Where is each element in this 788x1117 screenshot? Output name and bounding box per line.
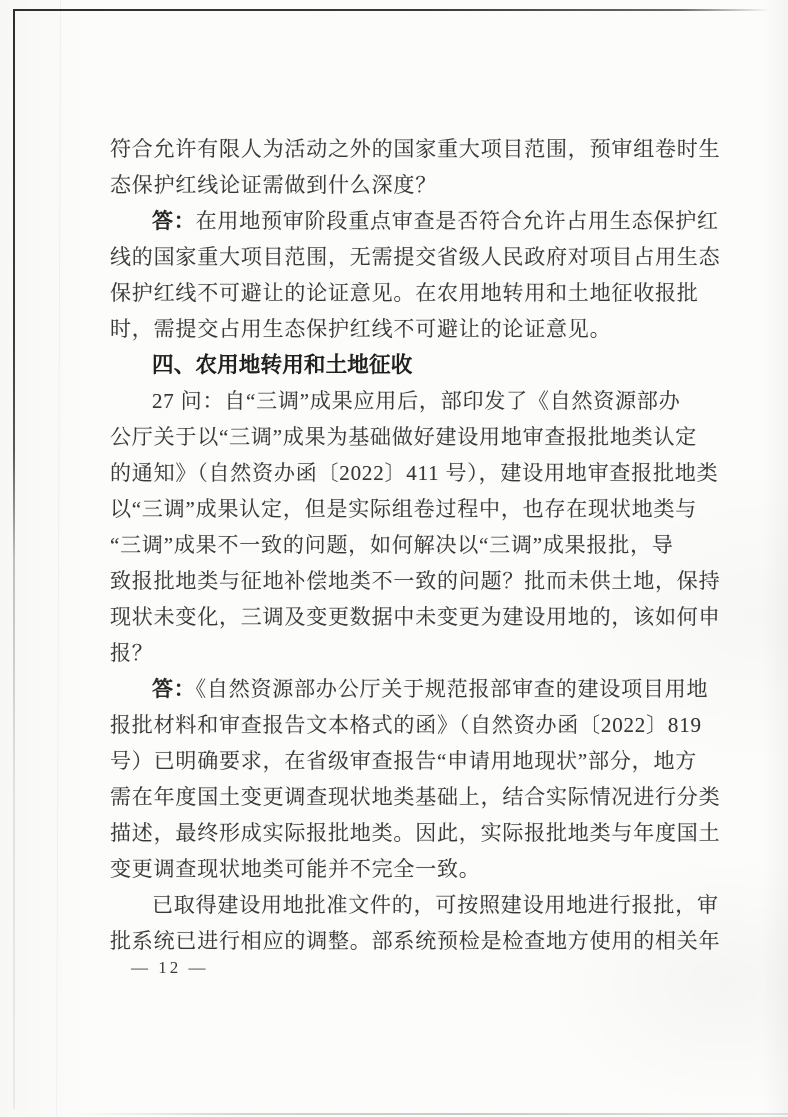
line-text: 已取得建设用地批准文件的，可按照建设用地进行报批，审 xyxy=(152,893,719,917)
scan-edge-top-line xyxy=(13,9,770,11)
line-text: 描述，最终形成实际报批地类。因此，实际报批地类与年度国土 xyxy=(110,821,721,845)
text-line xyxy=(110,563,721,599)
text-line xyxy=(110,779,721,815)
text-line xyxy=(110,239,721,275)
answer-lead-label: 答： xyxy=(152,677,196,701)
text-line xyxy=(110,383,710,419)
line-text: 致报批地类与征地补偿地类不一致的问题？批而未供土地，保持 xyxy=(110,569,721,593)
line-text: 保护红线不可避让的论证意见。在农用地转用和土地征收报批 xyxy=(110,281,699,305)
text-line xyxy=(110,743,710,779)
text-line xyxy=(110,635,710,671)
line-text: 以“三调”成果认定，但是实际组卷过程中，也存在现状地类与 xyxy=(110,497,698,521)
text-line xyxy=(110,491,710,527)
line-text: 变更调查现状地类可能并不完全一致。 xyxy=(110,857,481,881)
answer-lead-label: 答： xyxy=(152,209,196,233)
text-line xyxy=(110,815,721,851)
line-text: 符合允许有限人为活动之外的国家重大项目范围，预审组卷时生 xyxy=(110,137,721,161)
text-line xyxy=(110,311,710,347)
text-line xyxy=(110,419,710,455)
paper-fold-line xyxy=(56,0,61,1117)
line-text: 的通知》（自然资办函〔2022〕411 号），建设用地审查报批地类 xyxy=(110,461,719,485)
page-number: — 12 — xyxy=(131,958,209,977)
text-line xyxy=(110,527,710,563)
line-text: 现状未变化，三调及变更数据中未变更为建设用地的，该如何申 xyxy=(110,605,721,629)
line-text: 需在年度国土变更调查现状地类基础上，结合实际情况进行分类 xyxy=(110,785,721,809)
text-line xyxy=(110,599,721,635)
text-line xyxy=(110,131,721,167)
text-line xyxy=(110,887,719,923)
text-line xyxy=(110,671,710,707)
line-text: 27 问：自“三调”成果应用后，部印发了《自然资源部办 xyxy=(152,389,681,413)
text-line xyxy=(110,455,719,491)
line-text: 线的国家重大项目范围，无需提交省级人民政府对项目占用生态 xyxy=(110,245,721,269)
text-line xyxy=(110,707,710,743)
text-line xyxy=(110,851,710,887)
line-text: 批系统已进行相应的调整。部系统预检是检查地方使用的相关年 xyxy=(110,929,721,953)
scan-edge-left-line xyxy=(13,9,15,1109)
text-line xyxy=(110,275,710,311)
line-text: 四、农用地转用和土地征收 xyxy=(152,353,413,377)
line-text: 时，需提交占用生态保护红线不可避让的论证意见。 xyxy=(110,317,612,341)
line-text: 态保护红线论证需做到什么深度？ xyxy=(110,173,437,197)
section-heading xyxy=(110,347,710,383)
text-line xyxy=(110,167,710,203)
line-text: 在用地预审阶段重点审查是否符合允许占用生态保护红 xyxy=(195,209,719,233)
line-text: “三调”成果不一致的问题，如何解决以“三调”成果报批，导 xyxy=(110,533,674,557)
line-text: 报批材料和审查报告文本格式的函》（自然资办函〔2022〕819 xyxy=(110,713,702,737)
line-text: 报？ xyxy=(110,641,154,665)
line-text: 公厅关于以“三调”成果为基础做好建设用地审查报批地类认定 xyxy=(110,425,698,449)
text-line xyxy=(110,923,721,959)
text-line xyxy=(110,203,719,239)
line-text: 《自然资源部办公厅关于规范报部审查的建设项目用地 xyxy=(195,677,709,701)
line-text: 号）已明确要求，在省级审查报告“申请用地现状”部分，地方 xyxy=(110,749,698,773)
scan-edge-bottom-line xyxy=(70,1113,788,1115)
document-text-block xyxy=(110,131,721,959)
